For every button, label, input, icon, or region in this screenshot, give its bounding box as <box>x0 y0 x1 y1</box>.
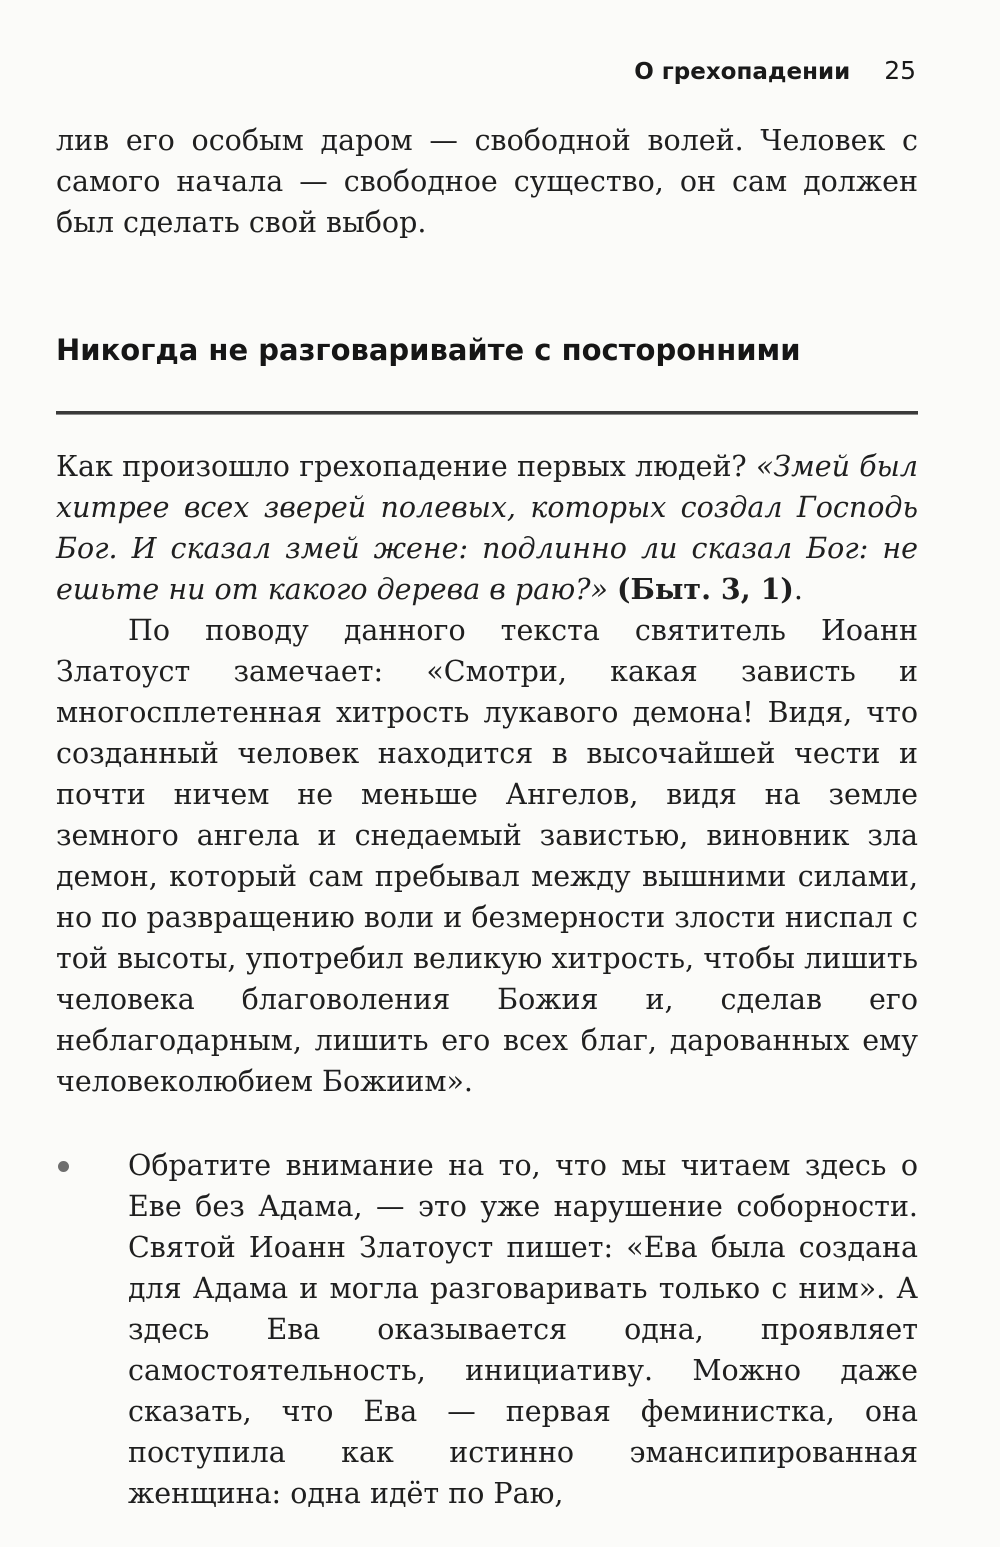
scripture-quote: «Змей был хитрее всех зверей полевых, которых создал Господь Бог. И сказал змей жене: подлинно ли сказал Бог: не ешьте ни от какого дерева в раю?» <box>56 450 919 606</box>
running-head <box>634 56 916 85</box>
chrysostom-paragraph: По поводу данного текста святитель Иоанн Златоуст замечает: «Смотри, какая зависть и многосплетенная хитрость лукавого демона! Видя, что созданный человек находится в высочайшей чести и почти ничем не меньше Ангелов, видя на земле земного ангела и снедаемый завистью, виновник зла демон, который сам пребывал между вышними силами, но по развращению воли и безмерности злости ниспал с той высоты, употребил великую хитрость, чтобы лишить человека благоволения Божия и, сделав его неблагодарным, лишить его всех благ, дарованных ему человеколюбием Божиим». <box>56 614 918 1098</box>
section-heading: Никогда не разговаривайте с посторонними <box>56 333 801 367</box>
bullet-icon <box>58 1161 69 1172</box>
bullet-text: Обратите внимание на то, что мы читаем здесь о Еве без Адама, — это уже нарушение соборности. Святой Иоанн Златоуст пишет: «Ева была создана для Адама и могла разговаривать только с ним». А здесь Ева оказывается одна, проявляет самостоятельность, инициативу. Можно даже сказать, что Ева — первая феминистка, она поступила как истинно эмансипированная женщина: одна идёт по Раю, <box>128 1149 918 1510</box>
page-number: 25 <box>884 56 916 85</box>
quote-end: . <box>793 573 803 606</box>
running-head-title: О грехопадении <box>634 59 851 85</box>
continued-paragraph: лив его особым даром — свободной волей. Человек с самого начала — свободное существо, он сам должен был сделать свой выбор. <box>56 124 918 239</box>
heading-rule <box>56 411 918 415</box>
quote-lead: Как произошло грехопадение первых людей? <box>56 450 747 483</box>
scripture-reference: (Быт. 3, 1) <box>617 572 794 606</box>
bullet-list-item <box>56 1145 918 1514</box>
quote-paragraph <box>56 446 918 610</box>
